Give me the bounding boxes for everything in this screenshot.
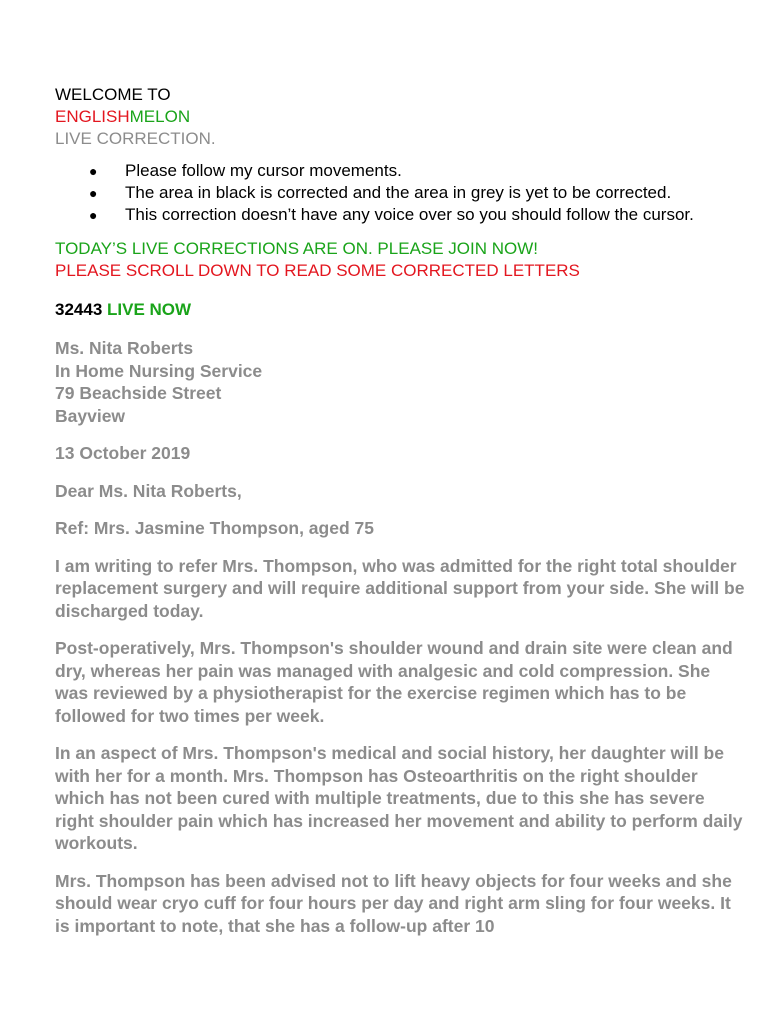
bullet-icon: ● — [89, 207, 98, 223]
bullet-icon: ● — [89, 185, 98, 201]
list-item — [85, 182, 745, 204]
instruction-text: Please follow my cursor movements. — [125, 161, 402, 180]
live-status: LIVE NOW — [107, 300, 192, 319]
letter-date: 13 October 2019 — [55, 443, 191, 463]
recipient-organization: In Home Nursing Service — [55, 360, 263, 381]
recipient-name: Ms. Nita Roberts — [55, 338, 194, 358]
instruction-text: The area in black is corrected and the area in grey is yet to be corrected. — [125, 183, 672, 202]
recipient-city: Bayview — [55, 405, 126, 426]
live-badge — [55, 299, 745, 321]
live-number: 32443 — [55, 300, 103, 319]
salutation: Dear Ms. Nita Roberts, — [55, 480, 242, 501]
brand-name — [55, 106, 745, 128]
paragraph-advice: Mrs. Thompson has been advised not to lift heavy objects for four weeks and she should wear cryo cuff for four hours per day and right arm sling for four weeks. It is important to note, that she has a follow-up after 10 — [55, 870, 732, 936]
recipient-address — [55, 337, 745, 427]
welcome-heading: WELCOME TO — [55, 85, 171, 104]
instruction-list — [55, 160, 745, 226]
live-corrections-notice: TODAY’S LIVE CORRECTIONS ARE ON. PLEASE JOIN NOW! — [55, 239, 539, 258]
brand-english: ENGLISH — [55, 107, 130, 126]
instruction-text: This correction doesn’t have any voice over so you should follow the cursor. — [125, 205, 694, 224]
list-item — [85, 204, 745, 226]
paragraph-history: In an aspect of Mrs. Thompson's medical and social history, her daughter will be with her for a month. Mrs. Thompson has Osteoarthritis on the right shoulder which has not been cured with multiple treatments, due to this she has severe right shoulder pain which has increased her movement and ability to perform daily workouts. — [55, 743, 743, 853]
bullet-icon: ● — [89, 163, 98, 179]
subtitle: LIVE CORRECTION. — [55, 129, 216, 148]
letter-body — [55, 337, 745, 937]
paragraph-post-operative: Post-operatively, Mrs. Thompson's shoulder wound and drain site were clean and dry, whereas her pain was managed with analgesic and cold compression. She was reviewed by a physiotherapist for the exercise regimen which has to be followed for two times per week. — [55, 638, 733, 726]
document-page — [55, 84, 745, 937]
announcements — [55, 238, 745, 282]
scroll-down-notice: PLEASE SCROLL DOWN TO READ SOME CORRECTED LETTERS — [55, 261, 580, 280]
brand-melon: MELON — [129, 107, 191, 126]
list-item — [85, 160, 745, 182]
paragraph-intro: I am writing to refer Mrs. Thompson, who was admitted for the right total shoulder replacement surgery and will require additional support from your side. She will be discharged today. — [55, 555, 745, 621]
reference-line: Ref: Mrs. Jasmine Thompson, aged 75 — [55, 518, 374, 538]
recipient-street: 79 Beachside Street — [55, 383, 222, 403]
